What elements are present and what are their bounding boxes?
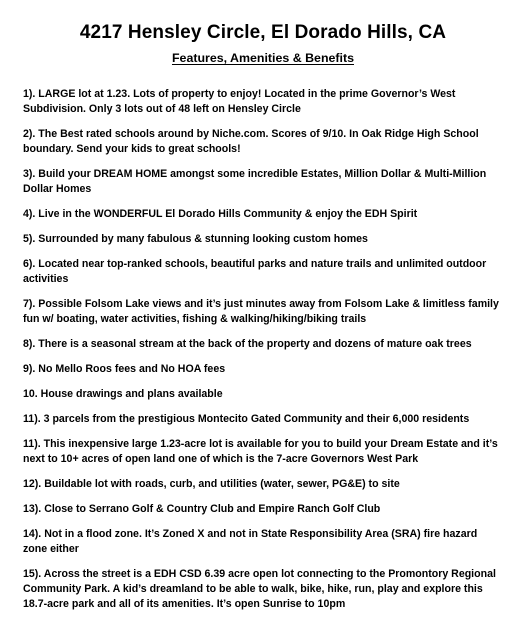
feature-item: 1). LARGE lot at 1.23. Lots of property to enjoy! Located in the prime Governor’s West Subdivision. Only 3 lots out of 48 left on Hensley Circle bbox=[23, 88, 456, 115]
feature-item: 7). Possible Folsom Lake views and it’s just minutes away from Folsom Lake & limitless family fun w/ boating, water activities, fishing & walking/hiking/biking trails bbox=[23, 298, 499, 325]
document-subtitle: Features, Amenities & Benefits bbox=[171, 51, 354, 65]
feature-item: 2). The Best rated schools around by Niche.com. Scores of 9/10. In Oak Ridge High School boundary. Send your kids to great schools! bbox=[23, 128, 479, 155]
document-title: 4217 Hensley Circle, El Dorado Hills, CA bbox=[79, 22, 447, 43]
feature-item: 5). Surrounded by many fabulous & stunning looking custom homes bbox=[23, 233, 368, 245]
feature-item: 14). Not in a flood zone. It’s Zoned X and not in State Responsibility Area (SRA) fire hazard zone either bbox=[23, 528, 478, 555]
feature-item: 13). Close to Serrano Golf & Country Club and Empire Ranch Golf Club bbox=[23, 503, 381, 515]
feature-item: 6). Located near top-ranked schools, beautiful parks and nature trails and unlimited outdoor activities bbox=[23, 258, 487, 285]
feature-list bbox=[23, 87, 503, 612]
feature-item: 15). Across the street is a EDH CSD 6.39 acre open lot connecting to the Promontory Regional Community Park. A kid’s dreamland to be able to walk, bike, hike, run, play and explore this 18.7-acre park and all of its amenities. It’s open Sunrise to 10pm bbox=[23, 568, 496, 610]
feature-item: 8). There is a seasonal stream at the back of the property and dozens of mature oak trees bbox=[23, 338, 472, 350]
feature-item: 4). Live in the WONDERFUL El Dorado Hills Community & enjoy the EDH Spirit bbox=[23, 208, 418, 220]
feature-item: 10. House drawings and plans available bbox=[23, 388, 223, 400]
feature-item: 12). Buildable lot with roads, curb, and utilities (water, sewer, PG&E) to site bbox=[23, 478, 400, 490]
feature-item: 11). This inexpensive large 1.23-acre lot is available for you to build your Dream Estate and it’s next to 10+ acres of open land one of which is the 7-acre Governors West Park bbox=[23, 438, 498, 465]
feature-item: 9). No Mello Roos fees and No HOA fees bbox=[23, 363, 226, 375]
feature-item: 3). Build your DREAM HOME amongst some incredible Estates, Million Dollar & Multi-Million Dollar Homes bbox=[23, 168, 487, 195]
feature-item: 11). 3 parcels from the prestigious Montecito Gated Community and their 6,000 residents bbox=[23, 413, 470, 425]
